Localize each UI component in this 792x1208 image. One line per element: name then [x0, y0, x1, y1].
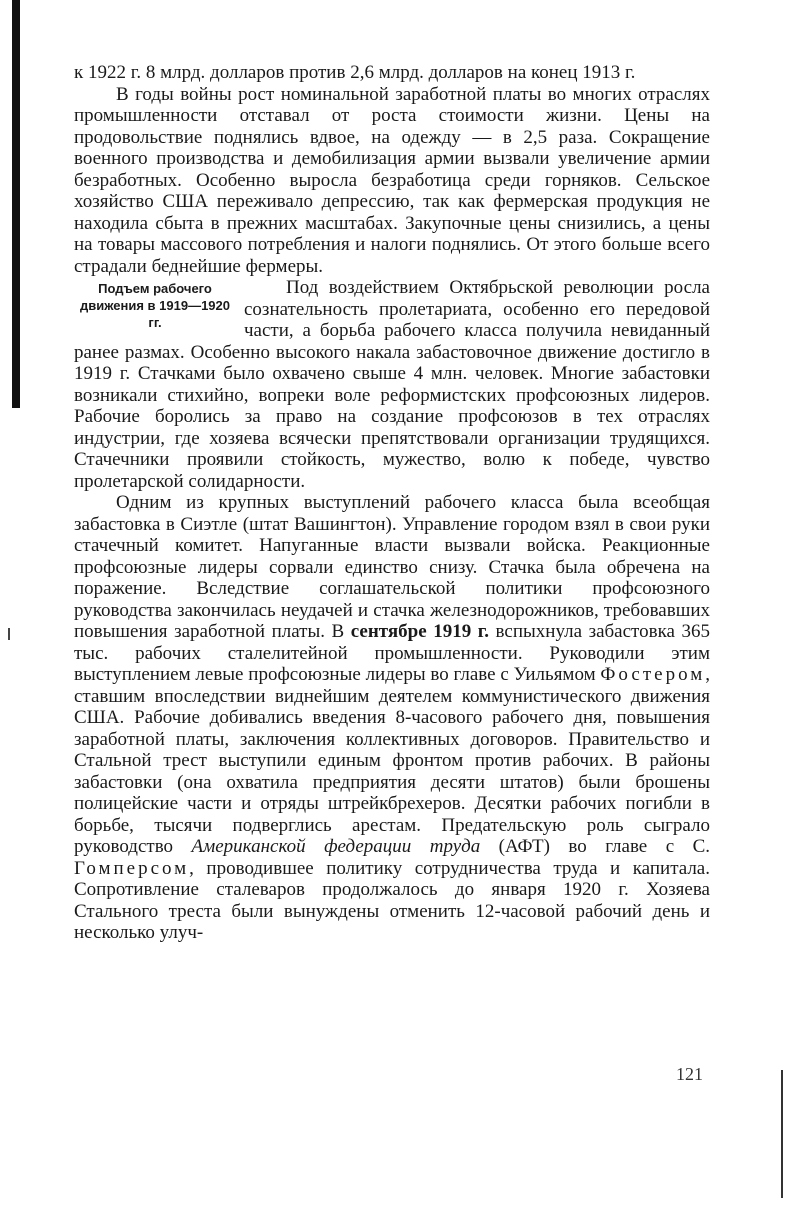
spaced-name-gompers: Гомперсом [74, 857, 190, 879]
paragraph-labor-movement: Под воздействием Октябрьской революции росла сознательность пролетариата, особенно его передовой части, а борьба рабочего класса получила невиданный ранее размах. Особенно высокого накала забастовочное движение достигло в 1919 г. Стачками было охвачено свыше 4 млн. человек. Многие забастовки возникали стихийно, вопреки воле реформистских профсоюзных лидеров. Рабочие боролись за право на создание профсоюзов в тех отраслях индустрии, где хозяева всячески препятствовали организации трудящихся. Стачечники проявили стойкость, мужество, волю к победе, чувство пролетарской солидарности. [74, 277, 710, 492]
page-number: 121 [676, 1064, 703, 1084]
paragraph-continuation: к 1922 г. 8 млрд. долларов против 2,6 млрд. долларов на конец 1913 г. [74, 62, 636, 83]
scan-edge-shadow [12, 0, 20, 408]
bold-date: сентябре 1919 г. [350, 621, 489, 642]
scan-mark [8, 628, 10, 640]
page-text [74, 62, 710, 944]
paragraph-war-wages: В годы войны рост номинальной заработной платы во многих отраслях промышленности отставал от роста стоимости жизни. Цены на продовольствие поднялись вдвое, на одежду — в 2,5 раза. Сокращение военного производства и демобилизация армии вызвали увеличение армии безработных. Особенно выросла безработица среди горняков. Сельское хозяйство США переживало депрессию, так как фермерская продукция не находила сбыта в прежних масштабах. Закупочные цены снизились, а цены на товары массового потребления и налоги поднялись. От этого больше всего страдали беднейшие фермеры. [74, 83, 710, 277]
spaced-name-foster: Фостером [600, 664, 706, 685]
paragraph-strikes: Одним из крупных выступлений рабочего класса была всеобщая забастовка в Сиэтле (штат Вашингтон). Управление городом взял в свои руки стачечный комитет. Напуганные власти вызвали войска. Реакционные профсоюзные лидеры сорвали единство снизу. Стачка была обречена на поражение. Вследствие соглашательской политики профсоюзного руководства закончилась неудачей и стачка железнодорожников, требовавших повышения заработной платы. В сентябре 1919 г. вспыхнула забастовка 365 тыс. рабочих сталелитейной промышленности. Руководили этим выступлением левые профсоюзные лидеры во главе с Уильямом Фостером, ставшим впоследствии виднейшим деятелем коммунистического движения США. Рабочие добивались введения 8-часового рабочего дня, повышения заработной платы, заключения коллективных договоров. Правительство и Стальной трест выступили единым фронтом против рабочих. В районы забастовки (она охватила предприятия десяти штатов) были брошены полицейские части и отряды штрейкбрехеров. Десятки рабочих погибли в борьбе, тысячи подверглись арестам. Предательскую роль сыграло руководство Американской федерации труда (АФТ) во главе с С. Гомперсом, проводившее политику сотрудничества труда и капитала. Сопротивление сталеваров продолжалось до января 1920 г. Хозяева Стального треста были вынуждены отменить 12-часовой рабочий день и несколько улуч- [74, 492, 710, 943]
scan-right-edge [781, 1070, 783, 1198]
italic-afl: Американской федерации труда [191, 836, 481, 857]
margin-heading: Подъем рабочего движения в 1919—1920 гг. [80, 281, 230, 330]
